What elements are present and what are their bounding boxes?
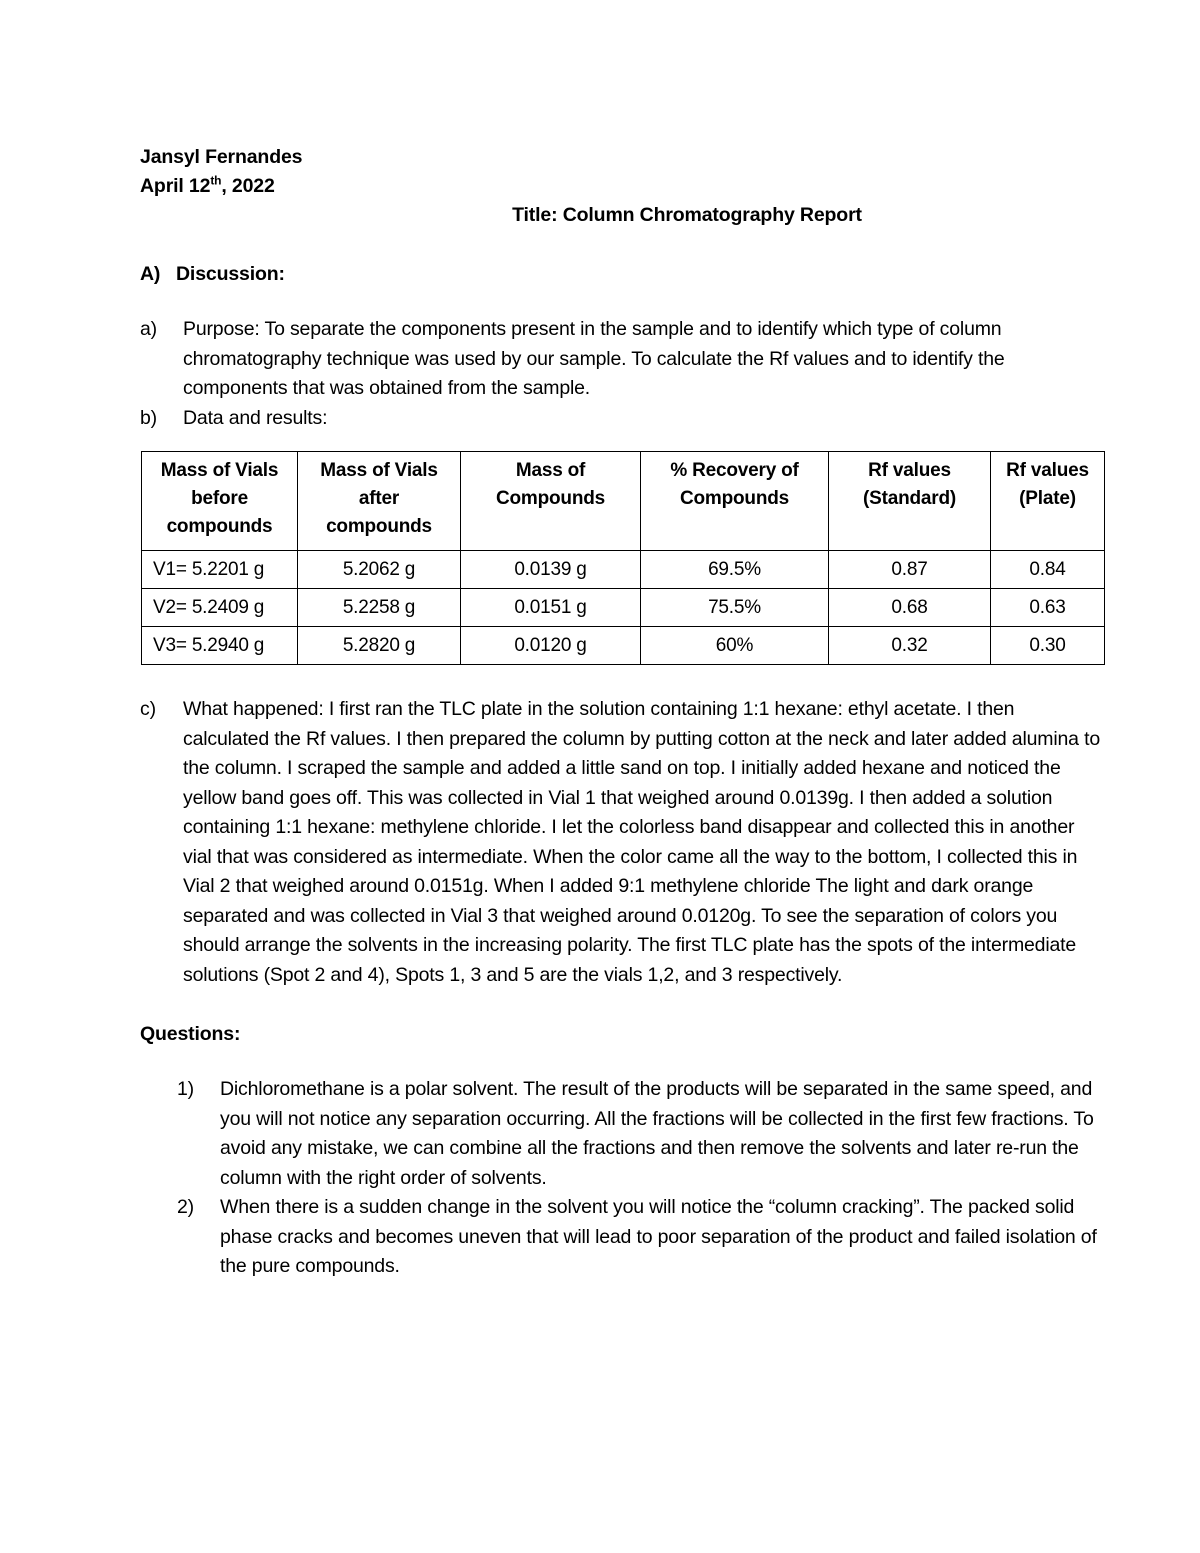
header-line: before [191,488,248,509]
column-header-percent-recovery [641,452,829,551]
header-line: Mass of Vials [320,460,438,481]
header-line: Rf values [868,460,951,481]
cell-rf-standard: 0.68 [829,589,991,627]
list-item-text: Data and results: [183,406,328,429]
cell-mass-before: V1= 5.2201 g [142,551,298,589]
header-line: % Recovery of [670,460,799,481]
header-line: (Plate) [1019,488,1076,509]
date-ordinal-suffix: th [210,173,222,188]
cell-rf-plate: 0.30 [991,627,1105,665]
header-line: (Standard) [862,488,956,509]
date-prefix: April 12 [140,175,211,197]
list-marker: c) [140,698,156,720]
list-item-text: Purpose: To separate the components present in the sample and to identify which type of column chromatography technique was used by our sample. To calculate the Rf values and to identify the components that was obtained from the sample. [183,318,1005,399]
questions-list [140,1075,1104,1282]
list-item [140,695,1104,990]
document-date [140,172,1104,201]
spacer [140,665,1104,695]
section-label: Discussion: [176,263,285,285]
questions-heading: Questions: [140,1023,241,1045]
spacer [140,1049,1104,1075]
author-name: Jansyl Fernandes [140,146,303,168]
list-item [140,404,1104,434]
column-header-mass-compounds [461,452,641,551]
cell-rf-plate: 0.63 [991,589,1105,627]
spacer [140,289,1104,315]
list-item [177,1193,1104,1282]
header-line: after [358,488,400,509]
cell-percent-recovery: 60% [641,627,829,665]
header-line: Compounds [679,488,790,509]
list-item-text: Dichloromethane is a polar solvent. The result of the products will be separated in the same speed, and you will not notice any separation occurring. All the fractions will be collected in the first few fractions. To avoid any mistake, we can combine all the fractions and then remove the solvents and later re-run the column with the right order of solvents. [220,1078,1094,1189]
header-line: Compounds [495,488,606,509]
section-discussion-heading [140,260,1104,289]
list-item-text: When there is a sudden change in the solvent you will notice the “column cracking”. The packed solid phase cracks and becomes uneven that will lead to poor separation of the product and failed isolation of the pure compounds. [220,1196,1097,1277]
cell-mass-after: 5.2062 g [298,551,461,589]
cell-mass-compounds: 0.0139 g [461,551,641,589]
column-header-rf-standard [829,452,991,551]
column-header-mass-after [298,452,461,551]
cell-rf-plate: 0.84 [991,551,1105,589]
header-line: compounds [166,516,273,537]
cell-mass-before: V2= 5.2409 g [142,589,298,627]
section-marker: A) [140,263,161,285]
header-line: Mass of Vials [160,460,279,481]
header-line: compounds [326,516,432,537]
cell-percent-recovery: 69.5% [641,551,829,589]
spacer [140,990,1104,1020]
date-year: , 2022 [221,175,275,197]
cell-mass-after: 5.2258 g [298,589,461,627]
header-line: Rf values [1006,460,1089,481]
column-header-rf-plate [991,452,1105,551]
column-header-mass-before [142,452,298,551]
cell-percent-recovery: 75.5% [641,589,829,627]
results-table [141,451,1105,665]
cell-mass-after: 5.2820 g [298,627,461,665]
list-marker: a) [140,318,157,340]
list-item [140,315,1104,404]
table-row [142,551,1105,589]
page-title: Title: Column Chromatography Report [512,204,862,226]
table-row [142,627,1105,665]
cell-mass-compounds: 0.0120 g [461,627,641,665]
header-line: Mass of [515,460,586,481]
cell-rf-standard: 0.87 [829,551,991,589]
results-table-wrapper [140,451,1104,665]
cell-rf-standard: 0.32 [829,627,991,665]
spacer [140,230,1104,260]
cell-mass-before: V3= 5.2940 g [142,627,298,665]
list-item-text: What happened: I first ran the TLC plate in the solution containing 1:1 hexane: ethyl acetate. I then calculated the Rf values. I then prepared the column by putting cotton at the neck and later added alumina to the column. I scraped the sample and added a little sand on top. I initially added hexane and noticed the yellow band goes off. This was collected in Vial 1 that weighed around 0.0139g. I then added a solution containing 1:1 hexane: methylene chloride. I let the colorless band disappear and collected this in another vial that was considered as intermediate. When the color came all the way to the bottom, I collected this in Vial 2 that weighed around 0.0151g. When I added 9:1 methylene chloride The light and dark orange separated and was collected in Vial 3 that weighed around 0.0120g. To see the separation of colors you should arrange the solvents in the increasing polarity. The first TLC plate has the spots of the intermediate solutions (Spot 2 and 4), Spots 1, 3 and 5 are the vials 1,2, and 3 respectively. [183,698,1100,986]
table-header-row [142,452,1105,551]
list-marker: 2) [177,1196,194,1218]
list-item [177,1075,1104,1193]
table-row [142,589,1105,627]
cell-mass-compounds: 0.0151 g [461,589,641,627]
list-marker: 1) [177,1078,194,1100]
list-marker: b) [140,406,157,429]
